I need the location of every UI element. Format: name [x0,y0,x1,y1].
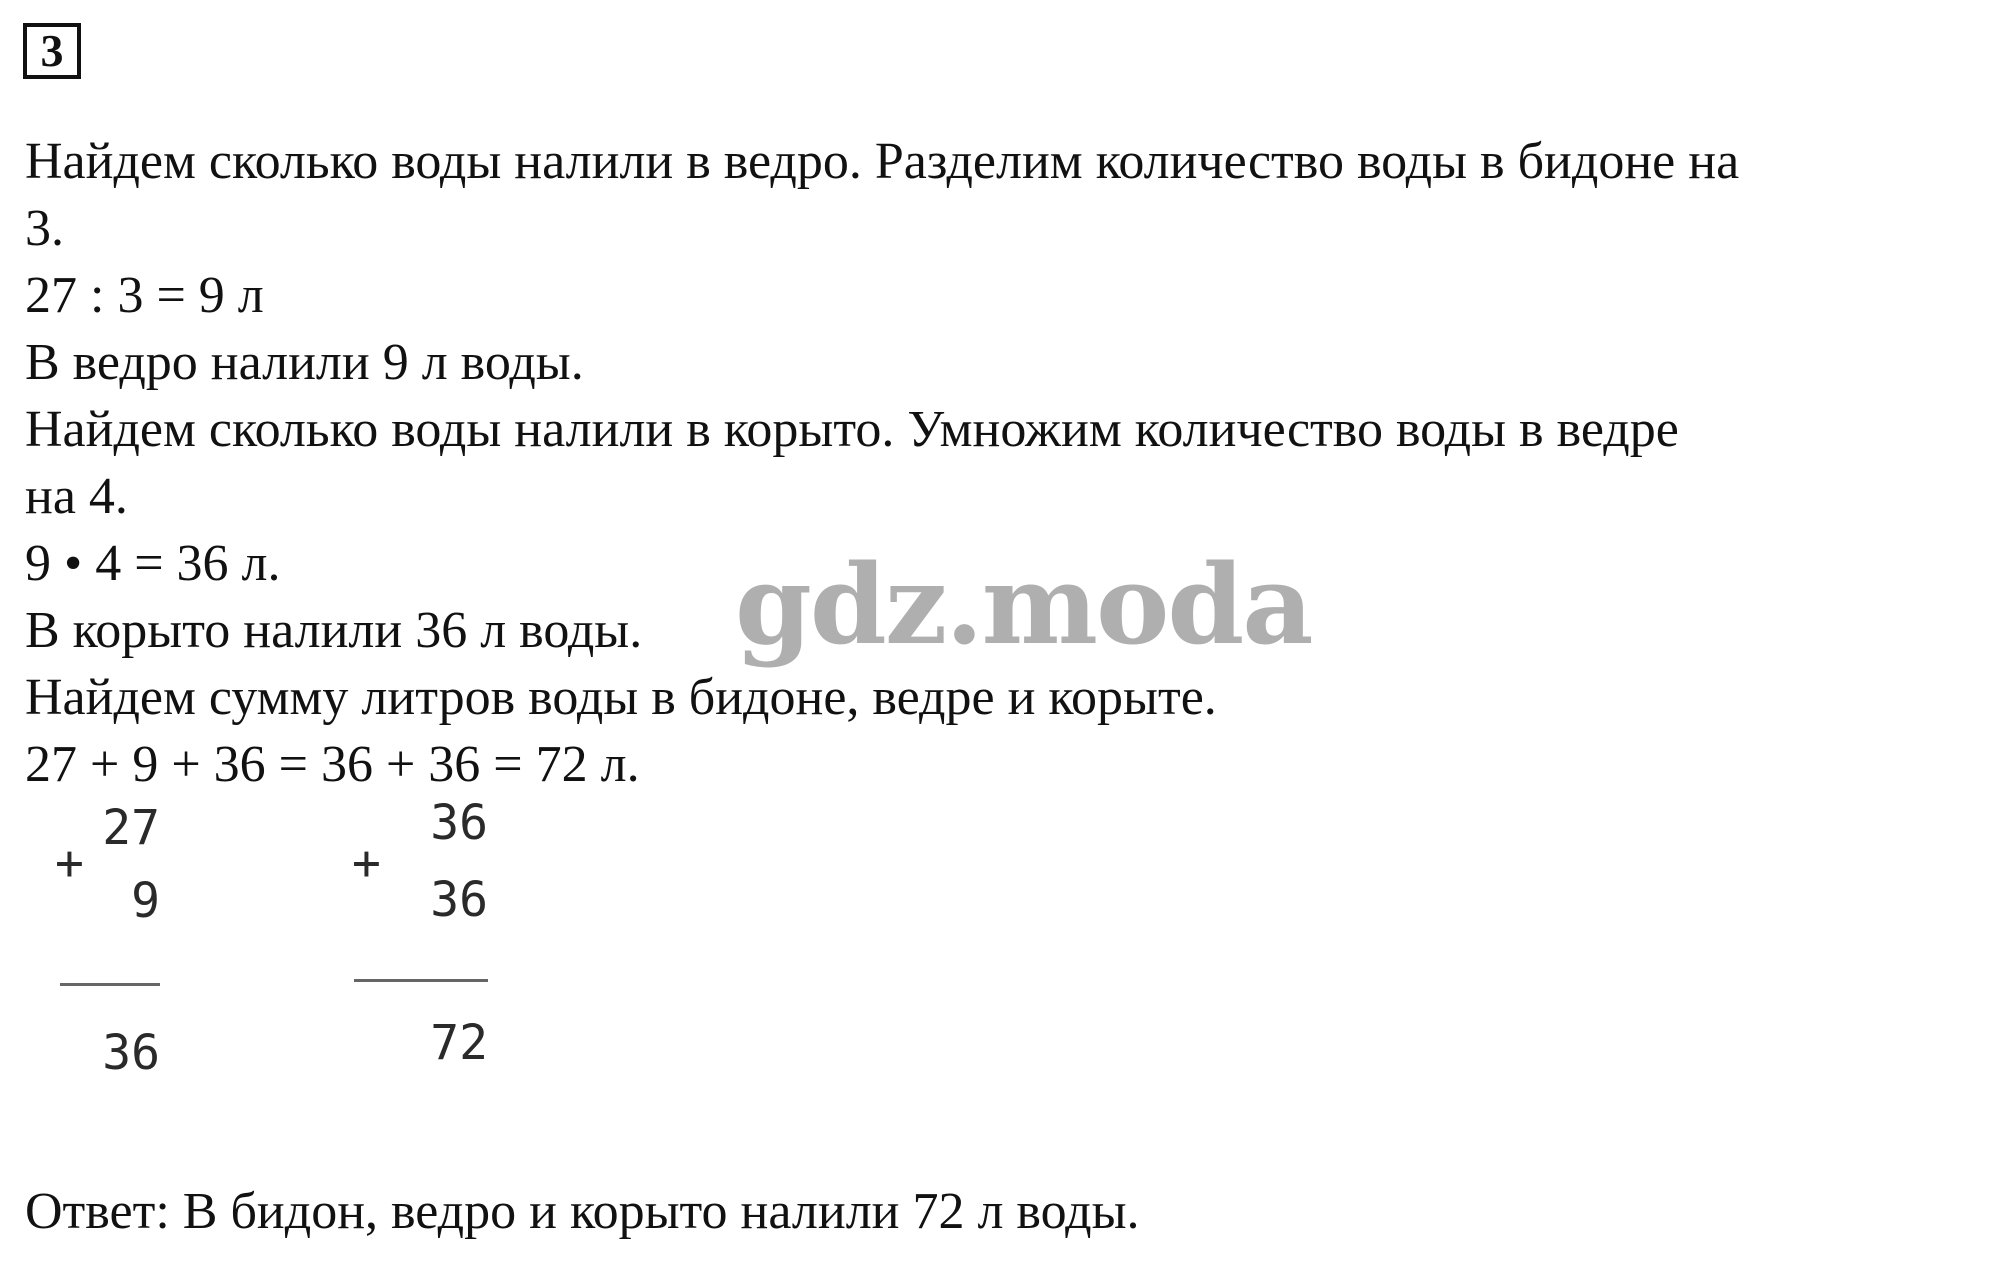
sum-line [60,983,160,986]
sum-line [354,979,488,982]
addend-bottom: 36 [430,872,488,928]
column-addition-2 [348,795,488,1085]
solution-line: В ведро налили 9 л воды. [25,334,584,391]
solution-line: 3. [25,200,64,257]
watermark: gdz.moda [735,540,1312,669]
solution-line: 27 + 9 + 36 = 36 + 36 = 72 л. [25,736,640,793]
plus-sign: + [55,835,84,891]
addend-top: 36 [430,795,488,851]
solution-line: Найдем сколько воды налили в корыто. Умножим количество воды в ведре [25,401,1679,458]
solution-line: Найдем сколько воды налили в ведро. Разделим количество воды в бидоне на [25,133,1740,190]
solution-line: Найдем сумму литров воды в бидоне, ведре и корыте. [25,669,1217,726]
solution-line: В корыто налили 36 л воды. [25,602,643,659]
task-number-badge: 3 [23,23,81,79]
answer-line: Ответ: В бидон, ведро и корыто налили 72 л воды. [25,1183,1140,1240]
solution-text [25,128,1975,798]
addend-top: 27 [102,800,160,856]
solution-line: 9 • 4 = 36 л. [25,535,281,592]
column-addition-1 [55,800,160,1090]
sum-result: 36 [102,1025,160,1081]
plus-sign: + [352,835,381,891]
addend-bottom: 9 [131,873,160,929]
solution-line: 27 : 3 = 9 л [25,267,264,324]
sum-result: 72 [430,1015,488,1071]
solution-line: на 4. [25,468,128,525]
